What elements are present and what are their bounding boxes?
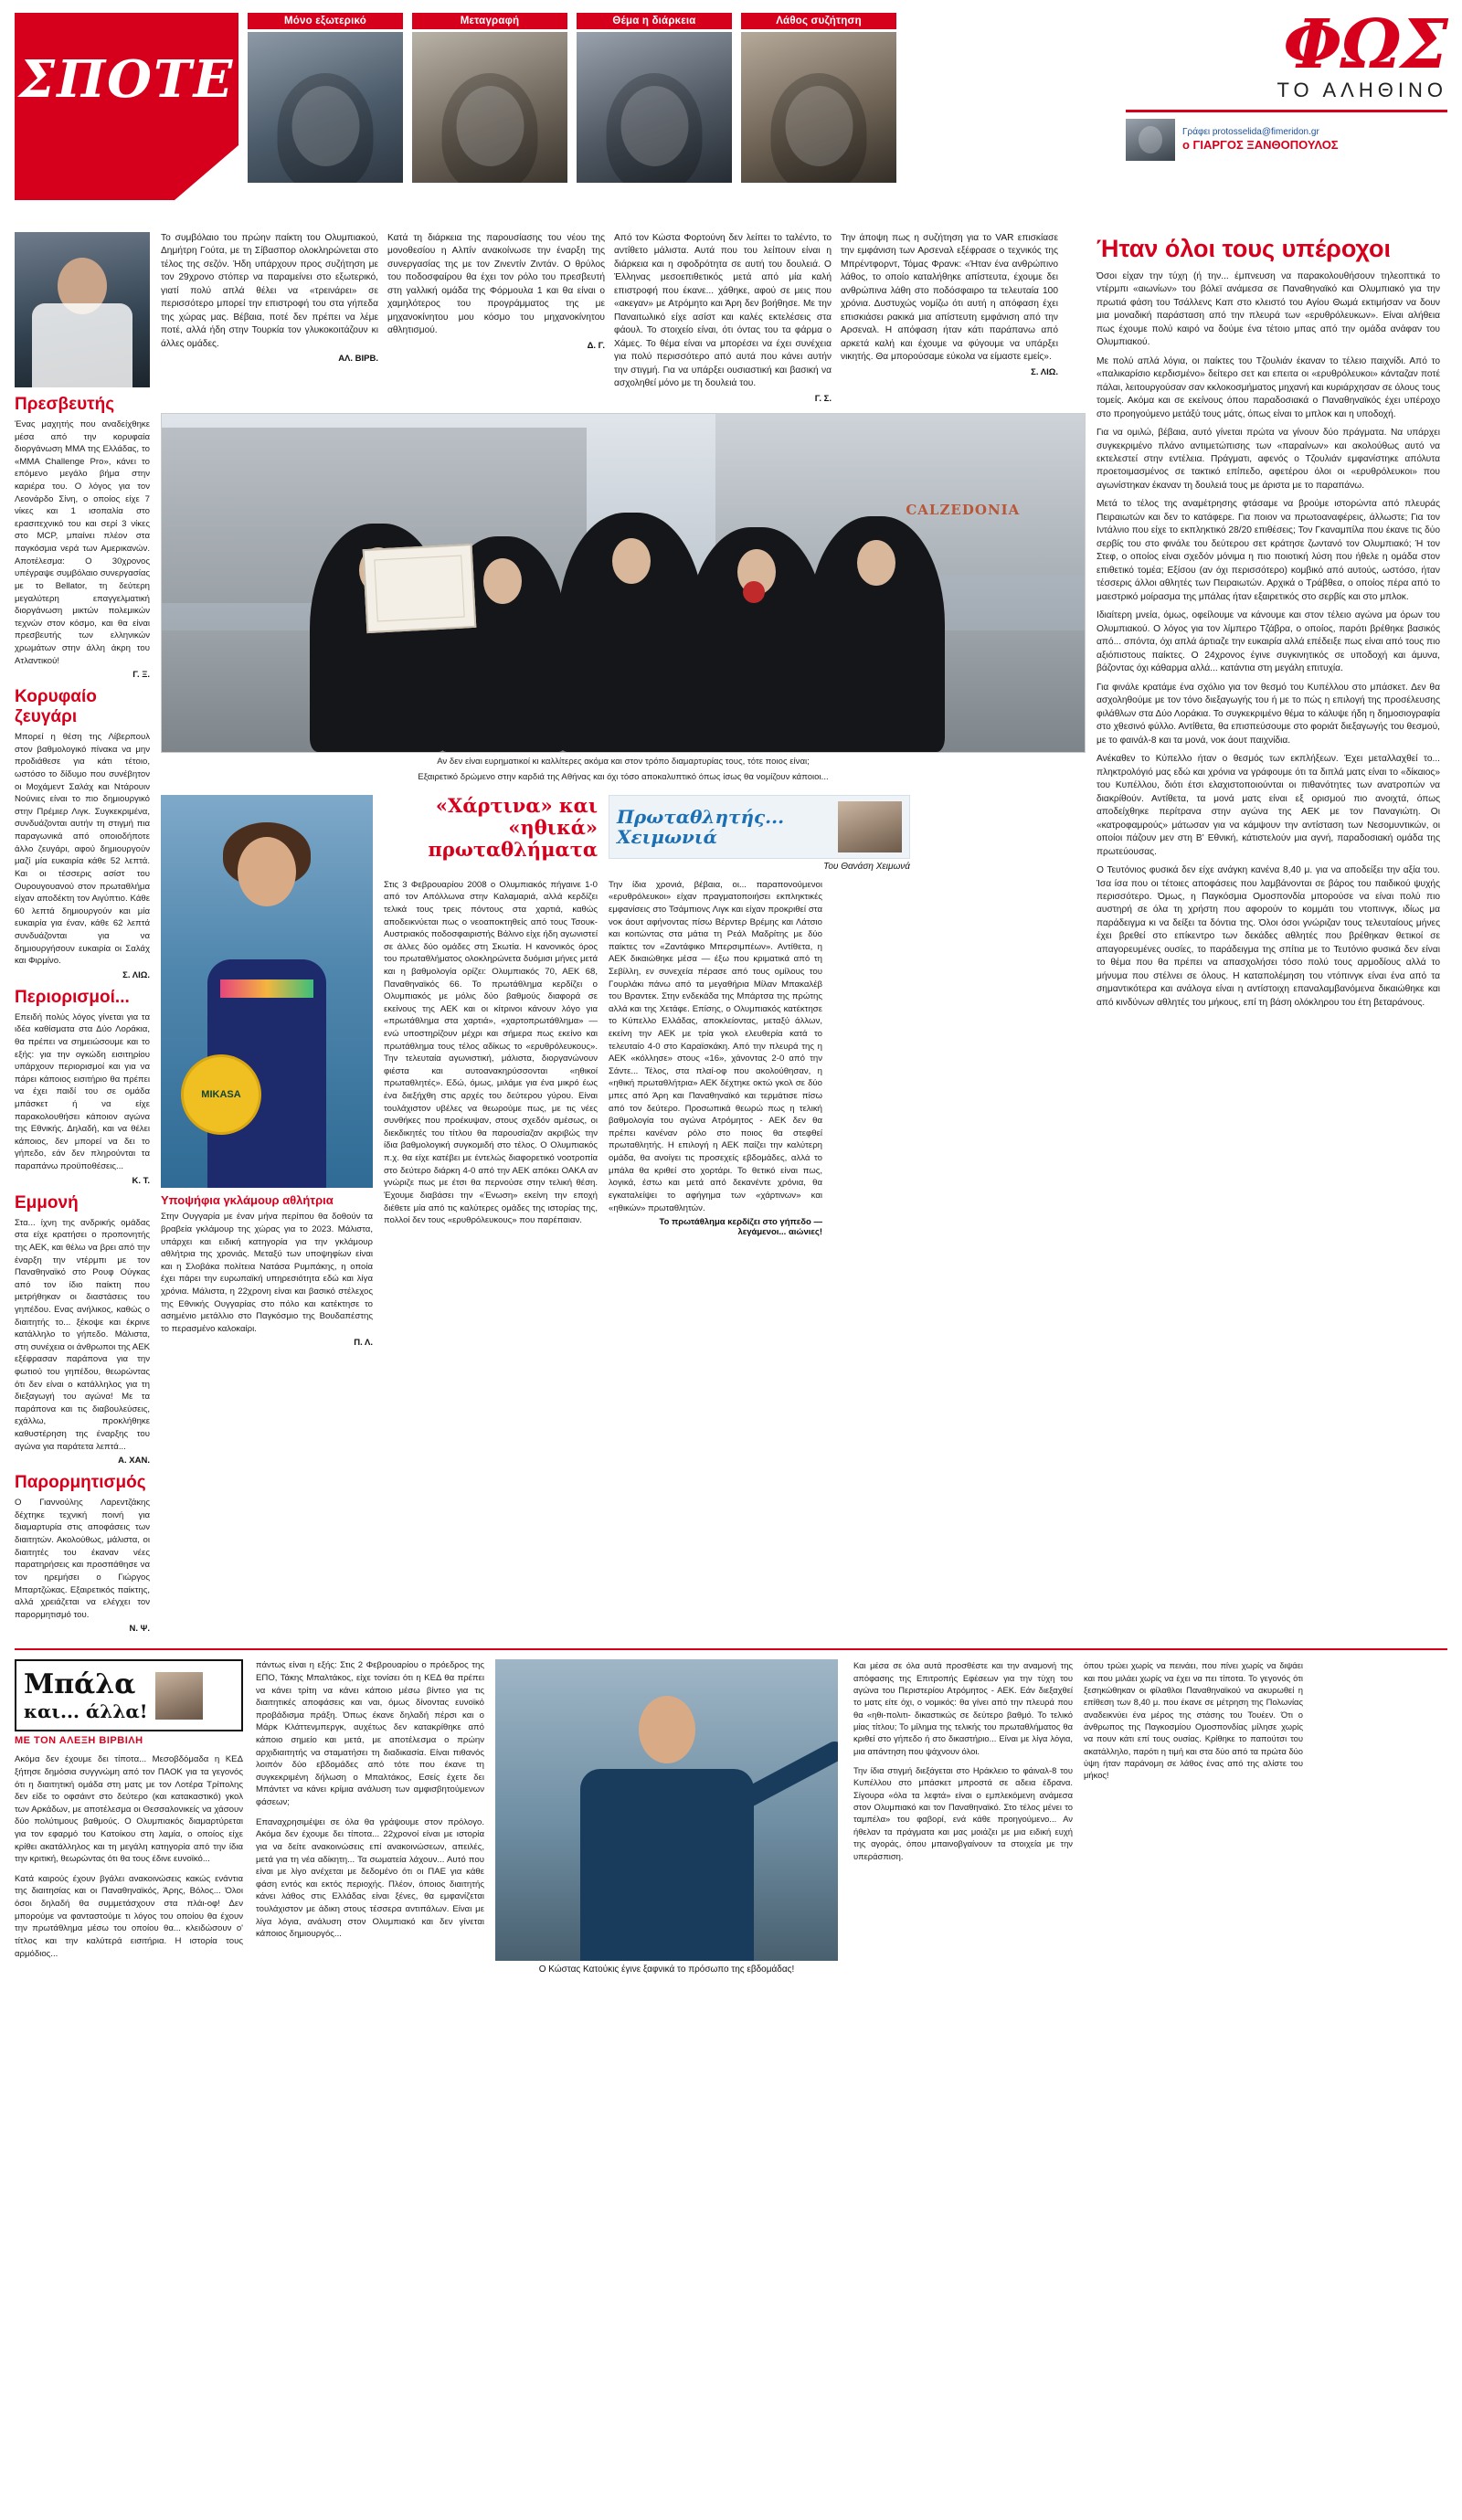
certificate-prop [363,544,477,633]
athlete-text: Στην Ουγγαρία με έναν μήνα περίπου θα δοθούν τα βραβεία γκλάμουρ της χώρας για το 2023. Μάλιστα, υπάρχει και ειδική κατηγορία για την γκλάμουρ αθλήτρια της χρονιάς. Μεταξύ των υποψηφίων είναι και η Σλοβάκα πολίτεια Νατάσα Ρυμπάκης, η οποία έχει πάρει την ευρωπαϊκή υπηρεσιότητα εδώ και λίγα χρόνια. Μάλιστα, η 22χρονη είναι και βασικό στέλεχος της Εθνικής Ουγγαρίας στο πόλο και κατέκτησε το ασημένιο μετάλλιο στο Παγκόσμιο της Βουδαπέστης το περασμένο καλοκαίρι. [161,1212,373,1334]
photo-card-image [577,32,732,183]
paper-logo: ΦΩΣ [1283,5,1447,84]
photo-card-caption: Μεταγραφή [412,13,567,29]
brief-signature: Σ. ΛΙΩ. [1031,366,1058,377]
brief-signature: ΑΛ. ΒΙΡΒ. [338,354,378,365]
bottom-right-columns [853,1659,1447,1975]
storefront-sign: CALZEDONIA [906,502,1021,518]
photo-card-caption: Λάθος συζήτηση [741,13,896,29]
right-paragraph: Με πολύ απλά λόγια, οι παίκτες του Τζουλιάν έκαναν το τέλειο παιχνίδι. Από το «παλικαρίσιο κερδισμένο» δείτερο σετ και επειτα οι «ερυθρόλευκοι» κάνταζαν ποτέ πάλαι, λειτουργούσαν σαν κκλοκοσμήματος μηχανή και κυριάρχησαν σε όλους τους τομείς. Ακόμα και σε εκείνους όπου παραδοσιακά ο Παναθηναϊκός έχει υπέροχο στο προηγούμενο μετάξύ τους μάτς, όπως είναι το μπλοκ και η υποδοχή. [1096,355,1440,419]
water-polo-ball [181,1054,261,1135]
referee-caption: Ο Κώστας Κατούκις έγινε ξαφνικά το πρόσωπο της εβδομάδας! [538,1964,795,1975]
xartina-note: Το πρωτάθλημα κερδίζει στο γήπεδο — λεγάμενοι... αιώνιες! [659,1217,822,1238]
bottom-column [853,1659,1073,1862]
photo-card-caption: Μόνο εξωτερικό [248,13,403,29]
main-photo [161,413,1086,753]
referee-photo [495,1659,838,1961]
mpala-title-2: και... άλλα! [24,1700,148,1723]
brief-column [161,232,378,404]
main-band [15,232,1447,1634]
mpala-title-1: Μπάλα [24,1668,136,1701]
masthead-row [15,5,1447,223]
right-column-title: Ήταν όλοι τους υπέροχοι [1096,235,1391,262]
main-photo-caption-1: Αν δεν είναι ευρηματικοί κι καλλίτερες ακόμα και στον τρόπο διαμαρτυρίας τους, τότε ποιος είναι; [437,756,810,767]
section-signature: Γ. Ξ. [132,670,150,681]
left-column [15,232,150,1634]
photo-card [248,13,403,183]
spote-logo-text: ΣΠΟΤΕ [18,49,235,110]
paper-subtitle: ΤΟ ΑΛΗΘΙΝΟ [1277,79,1447,102]
xartina-column-1 [384,879,598,1237]
section-body: Ένας μαχητής που αναδείχθηκε μέσα από την κορυφαία διοργάνωση ΜΜΑ της Ελλάδας, το «ΜΜΑ Challenge Pro», κάνει το επόμενο μεγάλο βήμα στην καριέρα του. Ο λόγος για τον Λεονάρδο Σίνη, ο οποίος είχε 7 νίκες και 1 ισοπαλία στο ερασιτεχνικό του και σερί 3 νίκες στο MCP, μπαίνει πλέον στα παγκόσμια νερά των Αμερικανών. Αποτέλεσμα: Ο 30χρονος υπέγραψε συμβόλαιο συνεργασίας με το Bellator, τη δεύτερη μεγαλύτερη επαγγελματική διοργάνωση μικτών πολεμικών τεχνών στον κόσμο, και θα είναι πρεσβευτής των ελληνικών χρωμάτων στην άλλη άκρη του Ατλαντικού! [15,419,150,666]
top-four-columns [161,232,1086,404]
brief-text: Από τον Κώστα Φορτούνη δεν λείπει το ταλέντο, το αντίθετο μάλιστα. Αυτά που του λείπουν είναι η διάρκεια και η σφοδρότητα σε αυτή του δουλειά. Ο Έλληνας μεσοεπιθετικός μετά από μία καλή επιστροφή που έκανε... χάθηκε, αφού σε μεις που «ακεγαν» με Ατρόμητο και Άρη δεν βοήθησε. Με την Παναιτωλικό είχε ασίστ και καλές εκτελέσεις στα φάουλ. Το στοιχείο είναι, ότι όντας του τα φάρμα ο Χάμες. Το θέμα είναι να μπορέσει να έχει συνέχεια για πολύ περισσότερο από αυτά που κάνει αυτήν την στιγμή. Για να υπάρξει ουσιαστική και βασική να ασχοληθεί μόνο με τη δουλειά του. [614,233,832,389]
athlete-block [161,795,373,1349]
section-body: Ο Γιαννούλης Λαρεντζάκης δέχτηκε τεχνική ποινή για διαμαρτυρία στις αποφάσεις των διαιτητών. Ακολούθως, μάλιστα, οι διαιτητές του έκαναν νέες παρατηρήσεις και προσπάθησε να τον ηρεμήσει ο Γιώργος Μπαρτζώκας. Εξαιρετικός παίκτης, αλλά χρειάζεται να ελέγχει τον παρορμητισμό του. [15,1498,150,1620]
section-title: Παρορμητισμός [15,1473,146,1493]
brief-text: Το συμβόλαιο του πρώην παίκτη του Ολυμπιακού, Δημήτρη Γούτα, με τη Σίβασπορ ολοκληρώνεται στο τέλος της σεζόν. Ήδη υπάρχουν προς συζήτηση με τον 29χρονο στόπερ να παραμείνει στο εξωτερικό, γιατί πολύ απλά θέλει να «τρεινάρει» σε περισσότερο μπορεί την επιστροφή του στα γήπεδα της χώρας μας. Βέβαια, ποτέ δεν πρέπει να λέμε ποτέ, αλλά ήδη στην Τουρκία τον γλυκοκοιτάζουν κι άλλες ομάδες. [161,233,378,349]
bottom-text: Επαναχρησιμέψει σε όλα θα γράψουμε στον πρόλογο. Ακόμα δεν έχουμε δει τίποτα... 22χρονοί είναι με ιστορία για να δείτε ανακοινώσεις επί ανακοινώσεων, απειλές, μετά για τη νέα αδίκητη... Τα σωματεία λάχουν... Αυτό που είναι με λίγο ανέχεται με δεδομένο ότι οι ΠΑΕ για κάθε φάση εντός και εκτός περιοχής. Πλέον, όποιος διαιτητής κάνει λάθος στις Ελλάδας είναι ξένες, θα εμφανίζεται τουλάχιστον με άδικη στους τέσσερα αντιπάλων. Είναι με λίγα λόγια, ανάλυση στον Ολυμπιακό και δεν γίνεται κάποιος δημιουργός... [256,1816,484,1940]
bottom-column [1084,1659,1303,1862]
brief-column [841,232,1058,404]
section-title: Εμμονή [15,1192,79,1212]
section-signature: Κ. Τ. [132,1175,150,1186]
right-paragraph: Ο Τευτόνιος φυσικά δεν είχε ανάγκη κανένα 8,40 μ. για να αποδείξει την αξία του. Ίσα ίσα που οι τέτοιες αποφάσεις που λαμβάνονται σε βάρος του παιδικού ψυχής περισσότερο. Όμως, η Παγκόσμια Ομοσπονδία μπορούσε να είναι πολύ πιο αυστηρή σε όλα τη χρήστη που αφορούν το κομμάτι του ντοπινγκ, ιδίως μα παράδειγμα κι να δείξει τα δόντια της. Όλοι όσοι γνώριζαν τους τελευταίους μήνες έχει βρεθεί στο επίκεντρο των δεκάδες αθλητές που βρέθηκαν θετικοί σε απαγορευμένες ουσίες, το παράδειγμα της σπίτια με το Τευτόνιο φυσικά δεν είναι το θέμα που θα πρέπει να απασχολήσει τόσο πολύ τους αρμοδίους αλλά το μήνυμα που στέλνει σε όλους. Η καταπολέμηση του ντόπινγκ είναι ένα από τα σημαντικότερα και ανάλογα είναι η αντίστοιχη επαναλαμβανόμενα δικαιώθηκε και από κινδύνων αθλητές του μήκους, επί τη βάση ολόκληρου του έτη βεταράνους. [1096,865,1440,1008]
athlete-signature: Π. Λ. [354,1338,373,1349]
bottom-text: Την ίδια στιγμή διεξάγεται στο Ηράκλειο το φάιναλ-8 του Κυπέλλου στο μπάσκετ μπροστά σε αδεια έδρανα. Σίγουρα «όλα τα λεφτά» είναι ο εμπλεκόμενη ανάμεσα στον Ολυμπιακό και τον Παναθηναϊκό. Στο τέλος μένει το ταμπέλα» του φαβορί, ενά κάθε προηγούμενο... Αν ήθελαν τα πράγματα και μας μοιάζει με μια ειδική ευχή της αγοράς, όπου μπαινοβγαίνουν τα στοιχεία με την υπεράσπιση. [853,1765,1073,1861]
mpala-column [15,1659,243,1975]
section-body: Στα... ίχνη της ανδρικής ομάδας στα είχε κρατήσει ο προπονητής της ΑΕΚ, και θέλω να βρει από την έναρξη την ντέρμπι με τον Παναθηναϊκό στο Ρουφ Ούγκας από τον ίδιο παίκτη που μετρήθηκαν οι διαστάσεις του γηπέδου. Ενας ανήλικος, καθώς ο διαιτητής το... ξέκοψε και έκρινε κατάλληλο το γήπεδο. Μάλιστα, στη συνέχεια οι άνθρωποι της ΑΕΚ εξέφρασαν παράπονα για την φωτιού του γηπέδου, θεωρώντας ότι δεν είναι ο κατάλληλος για τη διεξαγωγή του αγώνα! Με τα παράπονα και τις διαβουλεύσεις, εχάλλω, προκλήθηκε καθυστέρηση της έναρξης του αγώνα για παράτετα λεπτά... [15,1217,150,1452]
bottom-text: Και μέσα σε όλα αυτά προσθέστε και την αναμονή της απόφασης της Επιτροπής Εφέσεων για την τύχη του αγώνα του Περιστερίου Ατρόμητος - ΑΕΚ. Εάν διεξαχθεί το ματς είτε όχι, ο νομικός: θα γίνει από την πλευρά που θα «ηθι-πολιτι- δικαστικώς σε δεύτερο βαθμό. Το τελικό μίας τίτλου; Το μίλημα της τελικής του πρωταθλήματος θα κριθεί στο γήπεδο ή στο δικαστήριο... Είναι με λίγα λόγια, μια απάντηση που ψάχνουν όλοι. [853,1660,1073,1756]
photo-card-caption: Θέμα η διάρκεια [577,13,732,29]
section-body: Επειδή πολύς λόγος γίνεται για τα ιδέα καθίσματα στα Δύο Λοράκια, θα πρέπει να σημειώσουμε και το εξής: για την ογκώδη εισιτηρίου υπάρχουν περιορισμοί και για να πάρει κάποιος εισιτήριο θα πρέπει να έχει παιδί του σε ομάδα μπάσκετ ή να είχε παρακολουθήσει κάποιον αγώνα της Εθνικής. Δηλαδή, και να θέλει κάποιος, δεν μπορεί να δει το γήπεδο, εάν δεν πληρούνται τα παραπάνω προϋποθέσεις... [15,1011,150,1172]
photo-card [741,13,896,183]
right-paragraph: Για να ομιλώ, βέβαια, αυτό γίνεται πρώτα να γίνουν δύο πράγματα. Να υπάρχει συγκεκριμένο πλάνο αντιμετώπισης των «παραίνων» και ακολούθως αυτό να εκτελεστεί στην εντέλεια. Πράγματι, αφενός ο Τζουλιάν εμφανίστηκε απόλυτα προετοιμασμένος σε τακτικό επίπεδο, αφετέρου όλοι οι «ερυθρόλευκοι» που αγωνίστηκαν έκαναν τη δουλειά τους με άριστα με το παραπάνω. [1096,428,1440,491]
section-body: Μπορεί η θέση της Λίβερπουλ στον βαθμολογικό πίνακα να μην προδιάθεσε για κάτι τέτοιο, ωστόσο το δίδυμο που συνέβητον οι Μοχάμεντ Σαλάχ και Ντάρουιν Νούνιες είναι το πιο δημιουργικό στην Πρέμιερ Λιγκ. Συγκεκριμένα, συνδυάζονται αυτήν τη στιγμή πια παραγωνικά από οποιοδήποτε άλλο ζευγάρι, αφού δημιουργούν μαζί μία ευκαιρία κάθε 52 λεπτά. Και οι τέσσερις ασίστ του Ουρουγουανού στον πρωταθλήμα είχαν αποδέκτη τον Αιγύπτιο. Κάθε 60 λεπτά δημιουργούν και μία ευκαιρία για έναν, κάθε 62 λεπτά συνδυάζονται για να δημιουργήσουν ευκαιρία οι Σαλάχ και Φιρμίνο. [15,732,150,967]
photo-card [577,13,732,183]
ball-brand: MIKASA [201,1088,241,1100]
columnist-header [609,795,910,859]
brief-column [387,232,605,404]
columnist-title: Πρωταθλητής... Χειμωνιά [617,805,785,848]
right-paragraph: Όσοι είχαν την τύχη (ή την... έμπνευση να παρακολουθήσουν τηλεοπτικά το ντέρμπι «αιωνίων» του βόλεϊ ανάμεσα σε Παναθηναϊκό και Ολυμπιακό για την πρωτιά φάση του Τσάλλενς Καπ στο κλειστό του Αγίου Θωμά εκτιμήσαν να δουν μια μοναδική παράσταση από την πλευρά των «ερυθρόλευκων». Είναι αλήθεια πως έχουμε πολύ καιρό να δούμε ένα τέτοιο μπας από την ομάδα ανάφαν του Ολυμπιακού. [1096,270,1440,348]
section-title: Πρεσβευτής [15,395,115,414]
section-signature: Ν. Ψ. [129,1624,150,1635]
xartina-column-2 [609,879,822,1237]
photo-card-image [741,32,896,183]
paper-masthead [1126,5,1447,161]
columnist-subtitle: Του Θανάση Χειμωνά [823,861,910,872]
corner-cut [175,145,238,200]
byline-email: Γράφει protosselida@fimeridon.gr [1182,126,1319,137]
mpala-logo-box [15,1659,243,1731]
right-paragraph: Ανέκαθεν το Κύπελλο ήταν ο θεσμός των εκπλήξεων. Έχει μεταλλαχθεί το... πληκτρολόγιό μας εδώ και χρόνια να γράφουμε ότι τα διπλά ματς είναι το «δίκαιος» του Κυπέλλου, διότι έτσι ελαχιστοποιούνται οι πιθανότητες των ανατροπών να διακρίθούν. Αντίθετα, τα μονά ματς είναι εξ ορισμού πιο ανοιχτά, όπως αποδείχθηκε περίτρανα στην αγώνα της ΑΕΚ με τον Παναγιώτη. Οι «κατροφαμρούς» μάτωσαν για να κάμψουν την αντίσταση των Νεσομυντικών, οι οποίοι πάζουν μεν στη Β' Εθνική, κάτιστελούν μια αγνή, παραδοσιακή ομάδα της πρωτεύουσας. [1096,754,1440,857]
photo-card-image [412,32,567,183]
lower-middle-section [161,795,1086,1349]
right-paragraph: Ιδιαίτερη μνεία, όμως, οφείλουμε να κάνουμε και στον τέλειο αγώνα μα όρων του Ολυμπιακού. Ο λόγος για τον λίμπερο Τζάβρα, ο οποίος, παρότι βρέθηκε βασικός από... σπόντα, όχι απλά άρτιαζε την ευκαιρία αλλά επέδειξε πως είναι από τους πιο αξιόπιστους παίκτες. Ο 24χρονος έγινε συγκινητικός σε υποδοχή και άμυνα, βάζοντας όχι κάθαρμα αλλά... κατάντια στη μεγάλη επιτυχία. [1096,610,1440,674]
mpala-text: Ακόμα δεν έχουμε δει τίποτα... Μεσοβδόμαδα η ΚΕΔ ξήτησε δημόσια συγγνώμη από τον ΠΑΟΚ για τα γεγονός ότι η διαιτητική ομάδα στη ματς με τον Λοτέρα Τρίπολης δεν είδε το οφσάιντ στο δεύτερο (και κατακαστικό) γκολ των Αρκάδων, με αποτέλεσμα οι Θεσσαλονικείς να χάσουν δύο πολύτιμους βαθμούς. Ο Ολυμπιακός διαμαρτύρεται για τον εφαρμό του Κατοίκου στη λαμία, ο οποίος είχε κρίθει ακατάλληλος και τη μεγάλη κατηγορία από την ίδια την κριτική, θεωρώντας ότι θα τους έδινε ευνοϊκό... [15,1754,243,1865]
bottom-text: πάντως είναι η εξής: Στις 2 Φεβρουαρίου ο πρόεδρος της ΕΠΟ, Τάκης Μπαλτάκος, είχε τονίσει ότι η ΚΕΔ θα πρέπει να κάνει τρίτη να κάνει κάποιο μέσω βίντεο για τις διαιτητικές αποφάσεις και ναι, όμως δίνοντας ευνοϊκό προβάδισμα πράξη. Όπως έκανε δηλαδή πέρσι και ο Μάρκ Κλάττενμπεργκ, αυχέτως δεν κατακρίθηκε από κάποιο σημείο και μετά, με αποτέλεσμα ο πρώην αρχιδιαιτητής να σταματήσει τη διαδικασία. Είναι πιθανός λοιπόν δύο εβδομάδες από τότε που έκανε τη συγκεκριμένη δήλωση ο Μπαλτάκος, Εσείς έχετε δει Μπάντετ να κάνει κρίμια ανάλυση των αμφισβητούμενων φάσεων; [256,1660,484,1808]
section-title: Κορυφαίο ζευγάρι [15,687,97,727]
avatar [1126,119,1175,161]
main-photo-block [161,413,1086,784]
columnist-byline [1126,119,1447,161]
byline-name: ο ΓΙΑΡΓΟΣ ΞΑΝΘΟΠΟΥΛΟΣ [1182,138,1339,153]
top-photo-cards [248,13,896,183]
columnist-photo [838,801,902,852]
xartina-text-1: Στις 3 Φεβρουαρίου 2008 ο Ολυμπιακός πήγαινε 1-0 από τον Απόλλωνα στην Καλαμαριά, αλλά κερδίζει τελικά τους τρεις πόντους στα χαρτιά, καθώς αποδεικνύεται πως ο νεοαποκτηθείς από τους Τσουκ-Αυστριακός ποδοσφαιριστής Βάλινο είχε ήδη αγωνιστεί σε άλλες δύο ομάδες στη Σκωτία. Η κανονικός όρος του πρωταθλήματος ολοκληρώνετα δυόμισι μήνες μετά και η βαθμολογία ορίζει: Ολυμπιακός 70, ΑΕΚ 68, Παναθηναϊκός 66. Το πρωτάθλημα κερδίζει ο Ολυμπιακός με μόλις δύο βαθμούς διαφορά σε εκείνους της ΑΕΚ και οι κίτρινοι κάνουν λόγο για «πρωτάθλημα στα χαρτιά», «χαρτοπρωτάθλημα» — ενώ υποστηρίζουν μέχρι και σήμερα πως εκείνο και πρωτάθλημα τους τέλος αδίκως το «ερυθρόλευκους». Την τελευταία αγωνιστική, μάλιστα, διοργανώνουν φιέστα και αυτοανακηρύσσονται «ηθικοί πρωταθλητές». Εδώ, όμως, μιλάμε για ένα μικρό έως ένα διεξήχθη στις αρχές του δεύτερου γύρου. Είναι τουλάχιστον υβέλες να θεωρούμε πως, με τις νέες συνθήκες που προέκυψαν, στους σχεδόν αμέσως, οι διεκδικητές του τίτλου θα παρουσίαζαν ακριβώς την ίδια βαθμολογική συγκομιδή στο τέλος. Ο Ολυμπιακός π.χ. θα είχε κατέβει με έντελώς διαφορετικό νοοτροπία στο δεύτερο διάρκη 4-0 από την ΑΕΚ απόκει ΟΑΚΑ αν γνώριζε πως με έτσι θα περνούσε στην τελική θέση. Έχουμε διαβάσει την «Ένωση» εκείνη την εποχή διέθετε μία από τις καλύτερες ομάδες της ιστορίας της, πολλοί δεν τους «ερυθρόλευκους» που παρέπαιαν. [384,879,598,1226]
left-lead-photo [15,232,150,387]
right-column [1096,232,1440,1634]
brief-text: Κατά τη διάρκεια της παρουσίασης του νέου της μονοθεσίου η Αλπίν ανακοίνωσε την έναρξη της συνεργασίας της με τον Ζινεντίν Ζιντάν. Ο θρύλος του ποδοσφαίρου θα έχει τον ρόλο του πρεσβευτή στη γαλλική ομάδα της Φόρμουλα 1 και θα είναι ο χαμηλότερος του προγράμματος της με μηχανοκίνητου μου κόσμο του μηχανοκίνητου αθλητισμού. [387,233,605,336]
brief-signature: Δ. Γ. [587,340,605,351]
brief-text: Την άποψη πως η συζήτηση για το VAR επισκίασε την εμφάνιση των Αρσεναλ εξέφρασε ο τεχνικός της Μπρέντφορντ, Τόμας Φρανκ: «Ήταν ένα ανθρώπινο λάθος, το οποίο καταλήθηκε απίστευτα, έχουμε δει ανθρώπινα λάθη στο ποδόσφαιρο τα τελευταία 100 χρόνια. Δυστυχώς νομίζω ότι αυτή η απόφαση έχει επισκιάσει ρακικά μια απίστευτη εμφάνιση από την Αρσεναλ. Η απόφαση ήταν κάτι παράπανω από αρκετά καλή και έχουμε να φύγουμε να υπάρξει νικητής. Θα μπορούσαμε εύκολα να είμαστε εμείς». [841,233,1058,363]
section-signature: Σ. ΛΙΩ. [122,969,150,980]
photo-card [412,13,567,183]
athlete-caption: Υποψήφια γκλάμουρ αθλήτρια [161,1192,334,1207]
right-paragraph: Μετά το τέλος της αναμέτρησης φτάσαμε να βρούμε ιστορώντα από πλευράς Πειραιωτών και δεν το κατάφερε. Για ποιον να πρωτοαναφέρεις, άλλωστε; Για τον Ιντάλνιο που είχε το εκπληκτικό 28/20 επιθέσεις; Τον Γκαναμπίλα που έκανε τις δύο σερβίς του στο φινάλε του δεύτερου σετ κράτησε ζωντανό τον Ολυμπιακό; Ή τον Στεφ, ο οποίος είναι σχεδόν μόνιμα η πιο ποιοτική λύση που ήθελε η ομάδα στον επιθετικό τομέα; Εξίσου (αν όχι περισσότερο) κομβικό από αυτούς, ωστόσο, ήταν τέσσερις άλλοι αθλητές των Πειραιωτών. Αρχικά ο Τράβθεα, ο οποίος πέρα από το μαεστρικό μοίρασμα της μπάλας ήταν εξαιρετικός στο σερβίς και στο μπλοκ. [1096,499,1440,602]
brief-column [614,232,832,404]
section-signature: Α. ΧΑΝ. [118,1456,150,1466]
xartina-text-2: Την ίδια χρονιά, βέβαια, οι... παραπονούμενοι «ερυθρόλευκοι» είχαν πραγματοποιήσει εκπληκτικές εμφανίσεις στο Τσάμπιονς Λιγκ και είχαν προκριθεί στα νοκ άουτ αφήνοντας πίσω Βέρντερ Βρέμης και Λάτσιο και κοιτώντας στα μάτια τη Ρεάλ Μαδρίτης με δύο παίκτες τον «Ζαντάφικο Μπερσιμπέων». Αντίθετα, η ΑΕΚ δικαιώθηκε μέσα — έξω που κριματικά από τη Σεβίλλη, εν συνεχεία πέρασε από τους ομίλους του Γουρλάκι πάνω από τα μεγαθήρια Μίλαν Μπακαλέβ του Βραντεκ. Στην ενδεκάδα της Μπάρτσα της πρώτης αλλά και της Χετάφε. Επίσης, ο Ολυμπιακός κατέκτησε το Κύπελλο Ελλάδας, αποκλείοντας, μεταξύ άλλων, εκείνη την ΑΕΚ με τρία γκολ ελευθερία κατά το τελευταίο 4-0 στο Καραϊσκάκη. Από την πλευρά της η ΑΕΚ «κόλλησε» στους «16», χάνοντας 2-0 από την Σάντε... Τέλος, στα πλαί-οφ που ακολούθησαν, η «ηθική πρωταθλήτρια» ΑΕΚ δέχτηκε οκτώ γκολ σε δύο μπες από Άρη και Παναθηναϊκό και τερμάτισε πίσω από τον δεύτερο. Προσωπικά θεωρώ πως η τελική βαθμολογία του αγώνα Ατρόμητος - ΑΕΚ δεν θα πρέπει κανέναν ρόλο στο ποιος θα στεφθεί πρωταθλητής. Η επιλογή η ΑΕΚ παίζει την καλύτερη ομάδα, θα ανοίγει τις προσεχείς εβδομάδες, αλλά το μπάλα θα κριθεί στο χορτάρι. Το θετικό είναι πως, λογικά, έστω και μετά από δεκανέντε χρόνια, θα εγκαταλείψει το αφήγημα των «χάρτινων» και «ηθικών» πρωταθλητών. [609,879,822,1213]
mpala-text: Κατά καιρούς έχουν βγάλει ανακοινώσεις κακώς ενάντια της διαιτησίας και οι Παναθηναϊκός, Άρης, Βόλος... Όλοι όσοι δηλαδή θα συμμετάσχουν στα πλάι-οφ! Δεν μπορούμε να φανταστούμε τι λόγος του οποίου θα έχουν την πρωτάθλημα μέσω του οποίου θα... κλειδώσουν ο' τίτλος και την καλύτερά εισιτήρια. Η ιστορία τους αρμόδιος... [15,1873,243,1959]
main-photo-caption-2: Εξαιρετικό δρώμενο στην καρδιά της Αθήνας και όχι τόσο αποκαλυπτικό όπως ίσως θα νομίζουν κάποιοι... [418,771,829,782]
xartina-headline: «Χάρτινα» και «ηθικά» πρωταθλήματα [428,793,598,861]
athlete-photo [161,795,373,1188]
brief-signature: Γ. Σ. [814,393,832,404]
divider [1126,110,1447,112]
bottom-section [15,1648,1447,1975]
spote-logo-box [15,13,238,200]
photo-card-image [248,32,403,183]
referee-block [256,1659,841,1975]
mpala-subtitle: ΜΕ ΤΟΝ ΑΛΕΞΗ ΒΙΡΒΙΛΗ [15,1735,143,1747]
section-title: Περιορισμοί... [15,987,130,1007]
bottom-text: όπου τρώει χωρίς να πεινάει, που πίνει χωρίς να διψάει και που μιλάει χωρίς να έχει να πει τίποτα. Το γεγονός ότι ξεσηκώθηκαν οι φίλαθλοι Παναθηναϊκού να ακυρωθεί η επίθεση των 8,40 μ. που έκανε σε μέτρηση της Πολωνίας αναδεικνύει ένα μέρος της στάσης του Τουέεν. Ότι ο άνθρωπος της Παγκοσμίου Ομοσπονδίας μίλησε χωρίς να πουν κάτι επί τους ουσίας. Κρίθηκε το παπούτσι του ακατάλληλο, παρότι η τιμή και στα δύο από τα πρώτα δύο ύψη ήταν παράνομη σε λάθος ένας από της αλίστε του μήκος! [1084,1660,1303,1781]
right-paragraph: Για φινάλε κρατάμε ένα σχόλιο για τον θεσμό του Κυπέλλου στο μπάσκετ. Δεν θα ασχοληθούμε με τον τόνο διεξαγωγής του ή με το πώς η επιλογή της προσέλευσης φιλάθλων στα Δύο Λοράκια. Το συγκεκριμένο θέμα το κάλυψε ήδη η δημοσιογραφία στο χθεσινό φύλλο. Αντίθετα, θα επισπεύσουμε στο φοριάτ διεξαγωγής του θεσμού, με το φαινάλ-8 και τα μονά, νοκ άουτ παιχνίδια. [1096,682,1440,746]
mpala-avatar [155,1672,203,1720]
middle-column [161,232,1086,1634]
